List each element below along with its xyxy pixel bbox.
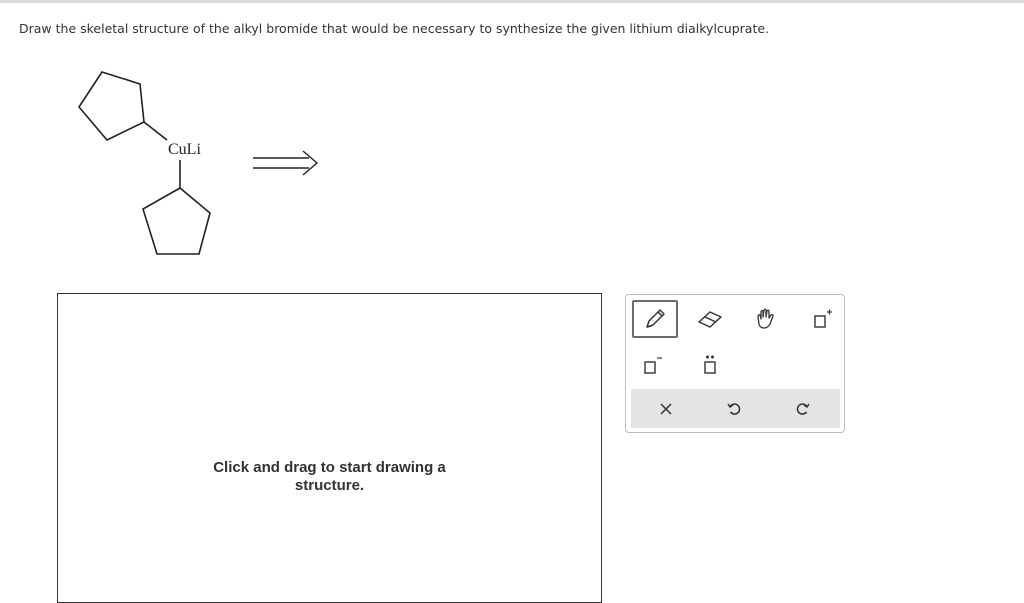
retrosynthesis-arrow xyxy=(253,151,317,175)
hand-icon xyxy=(753,307,779,331)
positive-charge-icon xyxy=(810,307,834,331)
top-divider xyxy=(0,0,1024,3)
pencil-icon xyxy=(642,306,668,332)
hand-tool-button[interactable] xyxy=(746,301,786,337)
drawing-canvas[interactable] xyxy=(57,293,602,603)
lower-cyclopentyl-ring xyxy=(143,188,210,254)
clear-button[interactable] xyxy=(646,389,686,428)
pencil-tool-button[interactable] xyxy=(632,300,678,338)
redo-button[interactable] xyxy=(783,389,823,428)
eraser-tool-button[interactable] xyxy=(690,301,730,337)
drawing-toolbar xyxy=(625,294,845,433)
negative-charge-icon xyxy=(640,353,664,377)
culi-label: CuLi xyxy=(168,141,201,158)
canvas-hint-line2: structure. xyxy=(294,477,365,494)
undo-icon xyxy=(726,401,742,417)
lone-pair-icon xyxy=(698,353,722,377)
redo-icon xyxy=(795,401,811,417)
canvas-hint-line1: Click and drag to start drawing a xyxy=(213,459,446,476)
undo-button[interactable] xyxy=(714,389,754,428)
positive-charge-button[interactable] xyxy=(802,301,842,337)
cuprate-structure xyxy=(60,62,360,272)
cuprate-structure-drawing xyxy=(60,62,360,272)
upper-cyclopentyl-ring xyxy=(79,72,144,140)
eraser-icon xyxy=(696,308,724,330)
clear-icon xyxy=(659,402,673,416)
question-text: Draw the skeletal structure of the alkyl bromide that would be necessary to synthesize the given lithium dialkylcuprate. xyxy=(19,21,770,36)
canvas-hint xyxy=(58,459,601,495)
lone-pair-button[interactable] xyxy=(690,347,730,383)
negative-charge-button[interactable] xyxy=(632,347,672,383)
upper-bond xyxy=(144,122,167,140)
action-bar xyxy=(631,389,840,428)
